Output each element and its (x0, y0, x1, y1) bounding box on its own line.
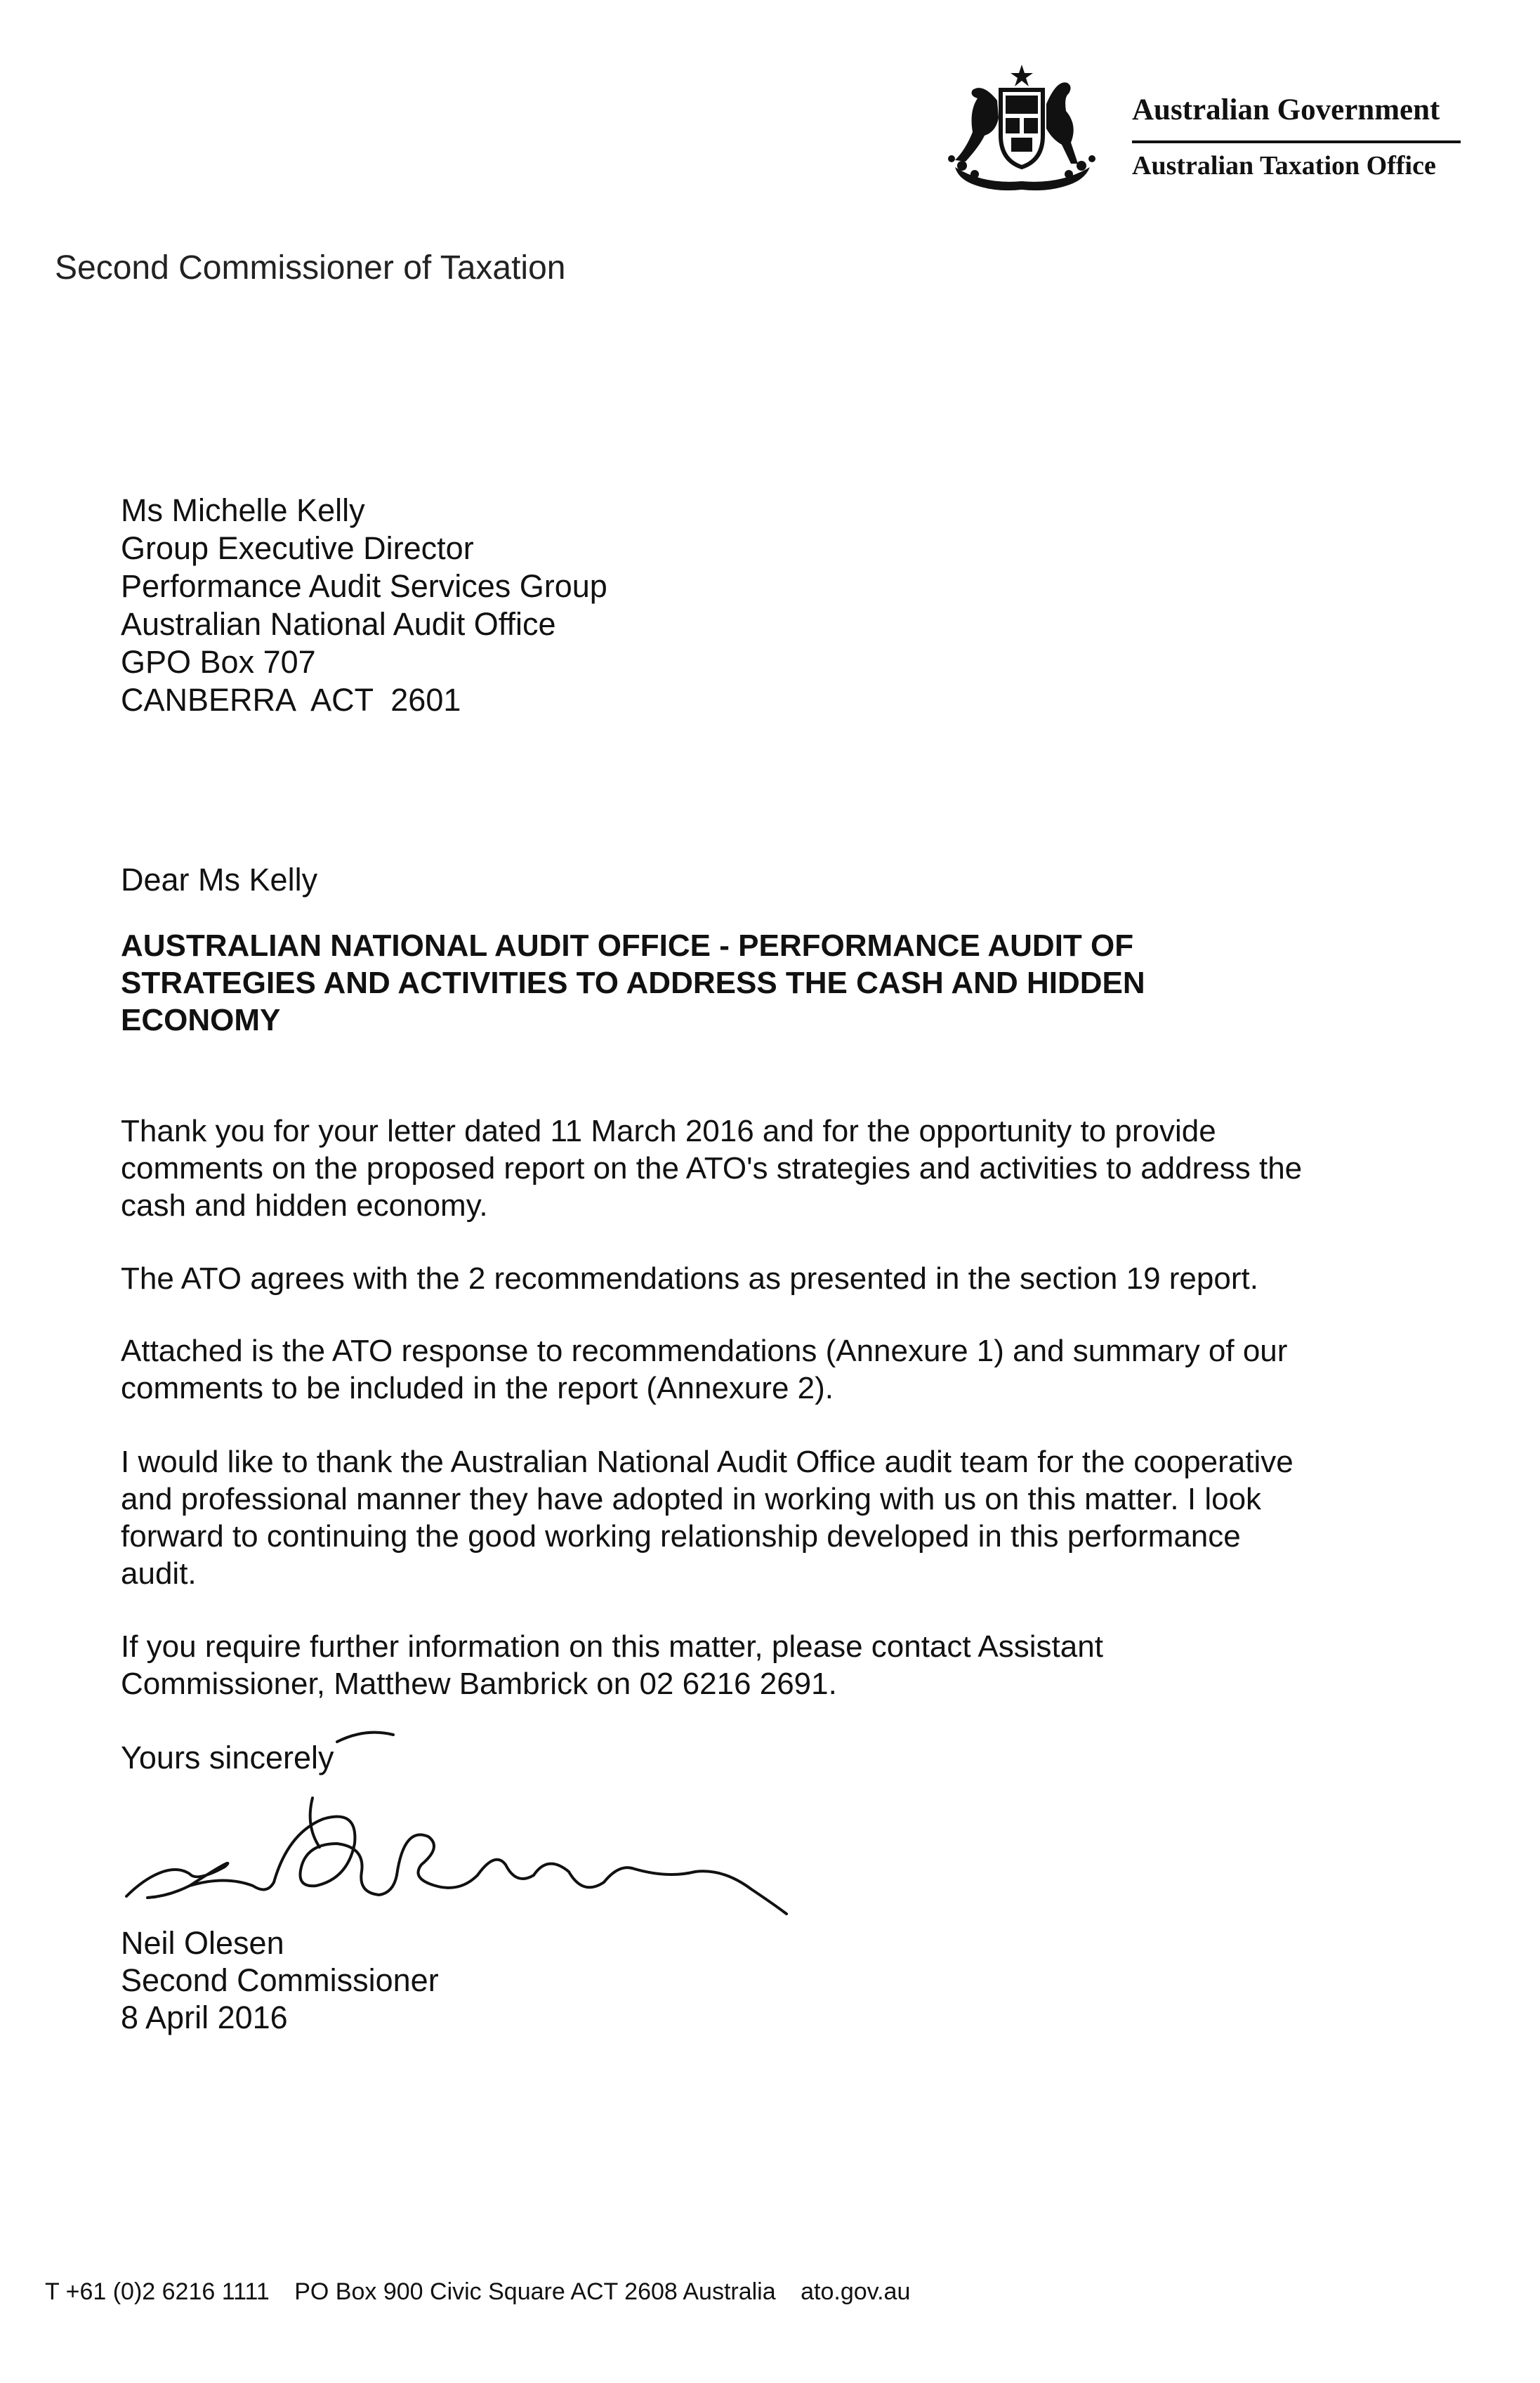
addressee-position: Group Executive Director (121, 530, 474, 566)
government-name: Australian Government (1132, 93, 1440, 126)
body-paragraph: If you require further information on this matter, please contact Assistant Commissioner, Matthew Bambrick on 02 6216 2691. (121, 1629, 1103, 1701)
office-title: Second Commissioner of Taxation (55, 249, 566, 287)
agency-name: Australian Taxation Office (1132, 151, 1436, 180)
closing: Yours sincerely (121, 1740, 334, 1775)
signatory-name: Neil Olesen (121, 1925, 284, 1961)
body-paragraph: Attached is the ATO response to recommendations (Annexure 1) and summary of our comments to be included in the report (Annexure 2). (121, 1334, 1288, 1405)
coat-of-arms-icon (941, 62, 1103, 195)
footer-website-link[interactable]: ato.gov.au (801, 2278, 911, 2305)
body-paragraph: Thank you for your letter dated 11 March 2016 and for the opportunity to provide comments on the proposed report on the ATO's strategies and activities to address the cash and hidden economy. (121, 1114, 1303, 1223)
addressee-box: GPO Box 707 (121, 644, 316, 680)
body-paragraph: The ATO agrees with the 2 recommendations as presented in the section 19 report. (121, 1261, 1258, 1296)
addressee-block (121, 492, 607, 719)
subject-heading: AUSTRALIAN NATIONAL AUDIT OFFICE - PERFORMANCE AUDIT OF STRATEGIES AND ACTIVITIES TO ADDRESS THE CASH AND HIDDEN ECONOMY (121, 928, 1145, 1037)
footer-postal: PO Box 900 Civic Square ACT 2608 Australia (294, 2278, 776, 2305)
salutation: Dear Ms Kelly (121, 862, 318, 898)
body-paragraph: I would like to thank the Australian National Audit Office audit team for the cooperative and professional manner they have adopted in working with us on this matter. I look forward to continuing the good working relationship developed in this performance audit. (121, 1445, 1294, 1591)
signatory-title: Second Commissioner (121, 1962, 439, 1998)
addressee-organisation: Australian National Audit Office (121, 606, 556, 642)
addressee-group: Performance Audit Services Group (121, 568, 607, 604)
signatory-block (121, 1924, 439, 2036)
addressee-city-line: CANBERRA ACT 2601 (121, 682, 461, 718)
footer-phone: T +61 (0)2 6216 1111 (45, 2278, 270, 2305)
footer-contact (45, 2278, 928, 2306)
letterhead-divider (1132, 140, 1461, 143)
addressee-name: Ms Michelle Kelly (121, 492, 365, 528)
letter-date: 8 April 2016 (121, 2000, 288, 2035)
